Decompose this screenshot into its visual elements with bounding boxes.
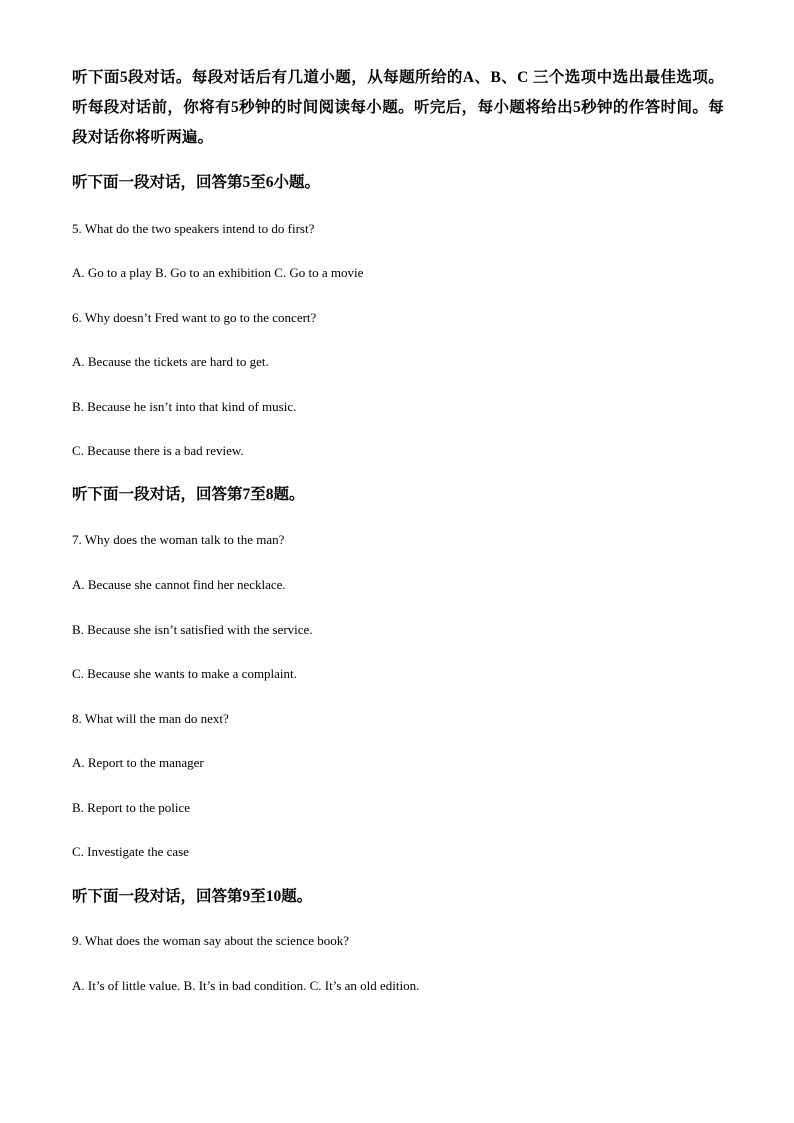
question-6-option-a: A. Because the tickets are hard to get. [72,354,269,369]
question-5-options: A. Go to a play B. Go to an exhibition C. Go to a movie [72,265,364,280]
question-7-stem: 7. Why does the woman talk to the man? [72,532,285,547]
question-5-stem: 5. What do the two speakers intend to do first? [72,221,315,236]
section-heading-9-10: 听下面一段对话，回答第9至10题。 [72,888,313,905]
question-8-option-a: A. Report to the manager [72,755,204,770]
question-9-options: A. It’s of little value. B. It’s in bad condition. C. It’s an old edition. [72,978,420,993]
question-7-option-c: C. Because she wants to make a complaint. [72,666,297,681]
question-9-stem: 9. What does the woman say about the science book? [72,933,350,948]
question-8-option-b: B. Report to the police [72,800,191,815]
question-8-stem: 8. What will the man do next? [72,711,229,726]
question-8-option-c: C. Investigate the case [72,844,189,859]
question-7-option-b: B. Because she isn’t satisfied with the service. [72,622,313,637]
section-heading-5-6: 听下面一段对话，回答第5至6小题。 [72,174,321,191]
question-6-option-b: B. Because he isn’t into that kind of music. [72,399,297,414]
section-heading-7-8: 听下面一段对话，回答第7至8题。 [72,486,305,503]
question-7-option-a: A. Because she cannot find her necklace. [72,577,286,592]
question-6-option-c: C. Because there is a bad review. [72,443,244,458]
question-6-stem: 6. Why doesn’t Fred want to go to the concert? [72,310,317,325]
listening-instructions: 听下面5段对话。每段对话后有几道小题，从每题所给的A、B、C 三个选项中选出最佳选项。听每段对话前，你将有5秒钟的时间阅读每小题。听完后，每小题将给出5秒钟的作答时间。每段对话你将听两遍。 [72,69,724,146]
exam-page [72,63,724,993]
